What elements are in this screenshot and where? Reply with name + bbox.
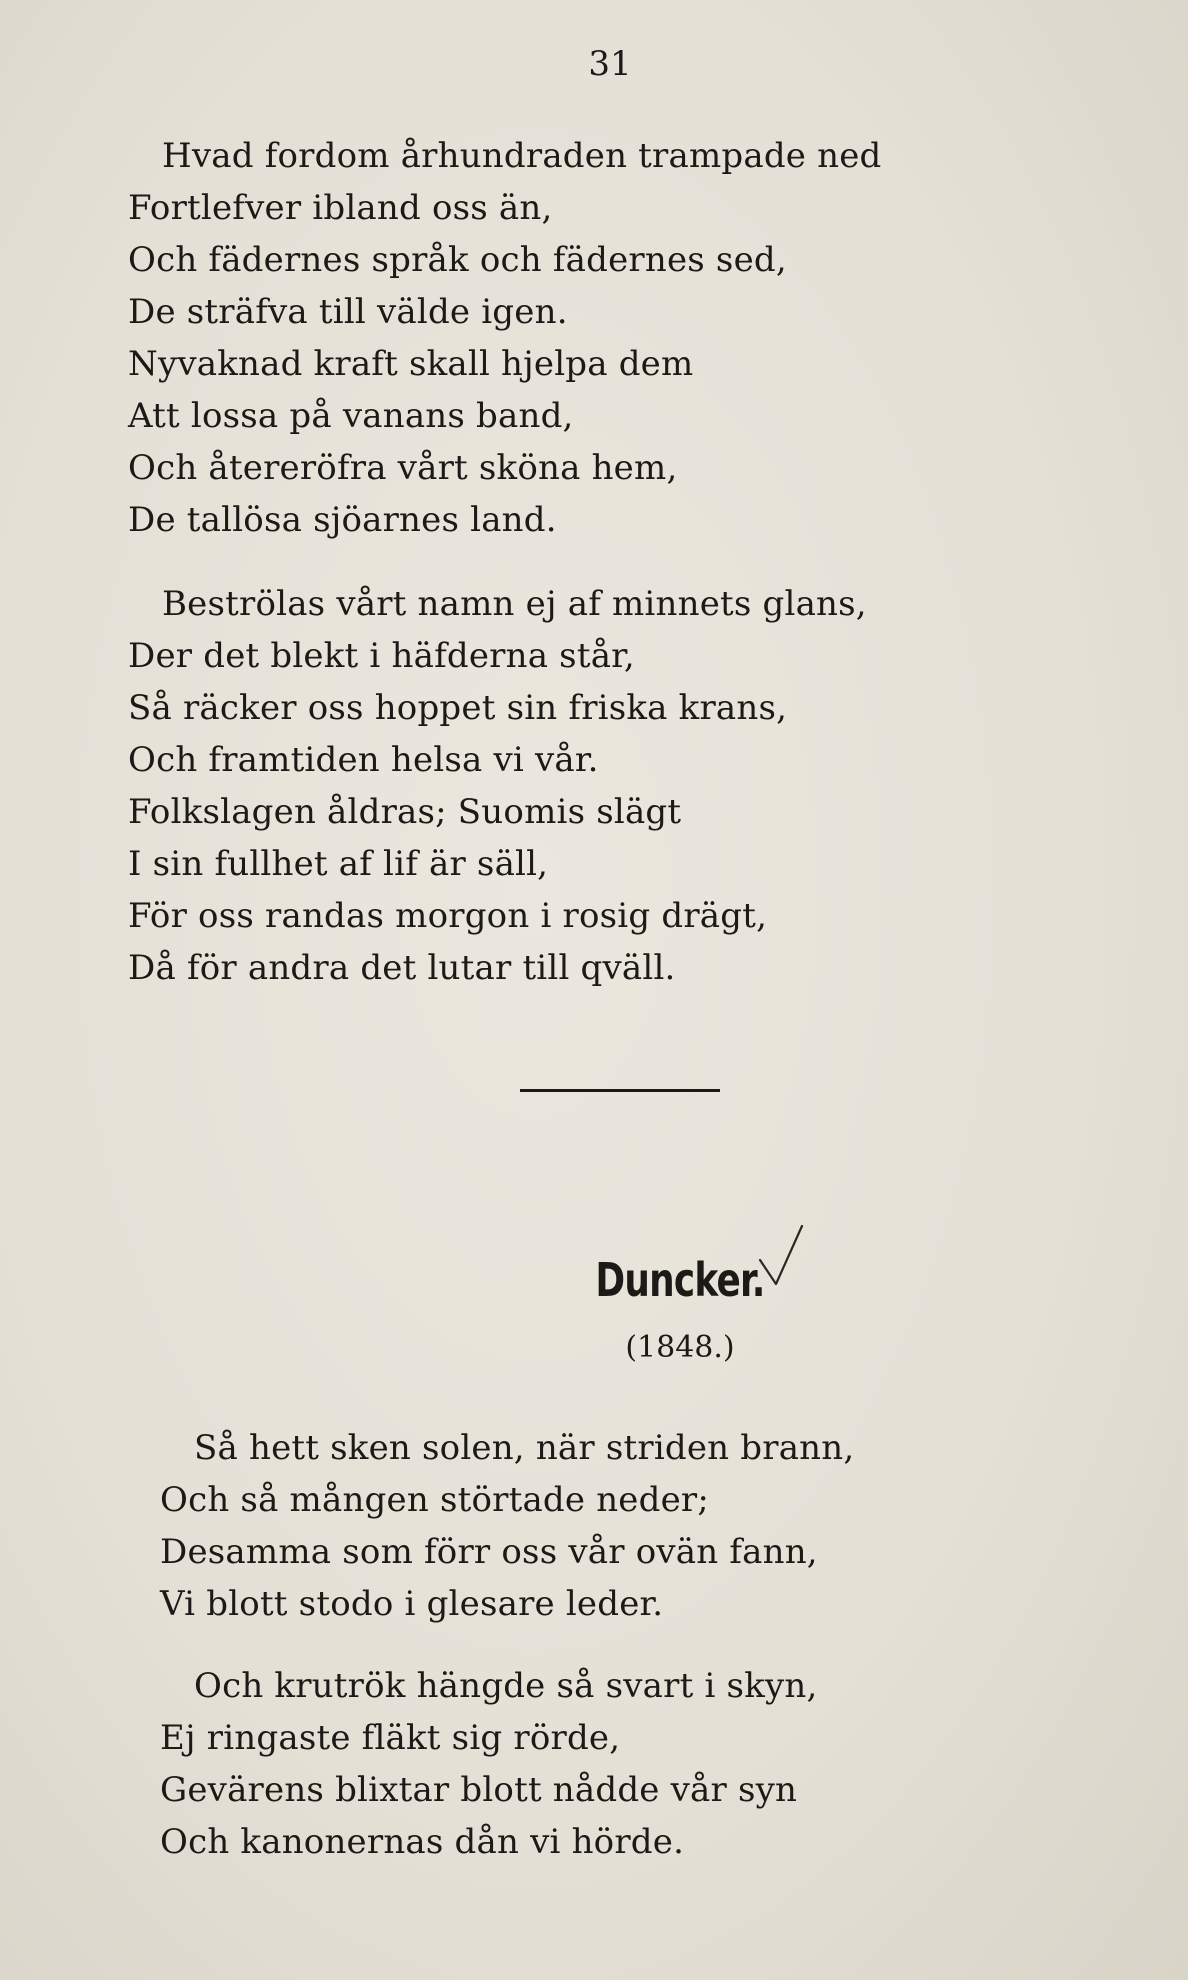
poem-stanza: [160, 1660, 818, 1868]
poem-line: Och framtiden helsa vi vår.: [128, 740, 599, 780]
poem-line: Och återeröfra vårt sköna hem,: [128, 448, 678, 488]
poem-line: Fortlefver ibland oss än,: [128, 188, 553, 228]
poem-line: Och så mången störtade neder;: [160, 1480, 710, 1520]
poem-line: Att lossa på vanans band,: [128, 396, 574, 436]
poem-line: Desamma som förr oss vår ovän fann,: [160, 1532, 818, 1572]
poem-line: Beströlas vårt namn ej af minnets glans,: [162, 584, 867, 624]
poem-line: Der det blekt i häfderna står,: [128, 636, 635, 676]
poem-line: Så hett sken solen, när striden brann,: [194, 1428, 855, 1468]
poem-line: För oss randas morgon i rosig drägt,: [128, 896, 768, 936]
section-divider: [520, 1089, 720, 1092]
poem-line: I sin fullhet af lif är säll,: [128, 844, 549, 884]
poem-stanza: [160, 1422, 854, 1630]
poem-line: Och kanonernas dån vi hörde.: [160, 1822, 685, 1862]
poem-stanza: [128, 578, 867, 994]
poem-year: (1848.): [625, 1330, 735, 1365]
poem-stanza: [128, 130, 882, 546]
poem-line: Så räcker oss hoppet sin friska krans,: [128, 688, 788, 728]
poem-line: Och fädernes språk och fädernes sed,: [128, 240, 787, 280]
poem-line: Hvad fordom århundraden trampade ned: [162, 136, 882, 176]
poem-line: Då för andra det lutar till qväll.: [128, 948, 676, 988]
poem-line: Folkslagen åldras; Suomis slägt: [128, 792, 682, 832]
poem-line: De tallösa sjöarnes land.: [128, 500, 557, 540]
poem-line: Gevärens blixtar blott nådde vår syn: [160, 1770, 798, 1810]
poem-line: Nyvaknad kraft skall hjelpa dem: [128, 344, 694, 384]
poem-line: Och krutrök hängde så svart i skyn,: [194, 1666, 818, 1706]
poem-title: Duncker.: [595, 1253, 765, 1307]
poem-line: Vi blott stodo i glesare leder.: [160, 1584, 664, 1624]
poem-line: Ej ringaste fläkt sig rörde,: [160, 1718, 621, 1758]
poem-line: De sträfva till välde igen.: [128, 292, 568, 332]
page-number: 31: [588, 44, 632, 84]
